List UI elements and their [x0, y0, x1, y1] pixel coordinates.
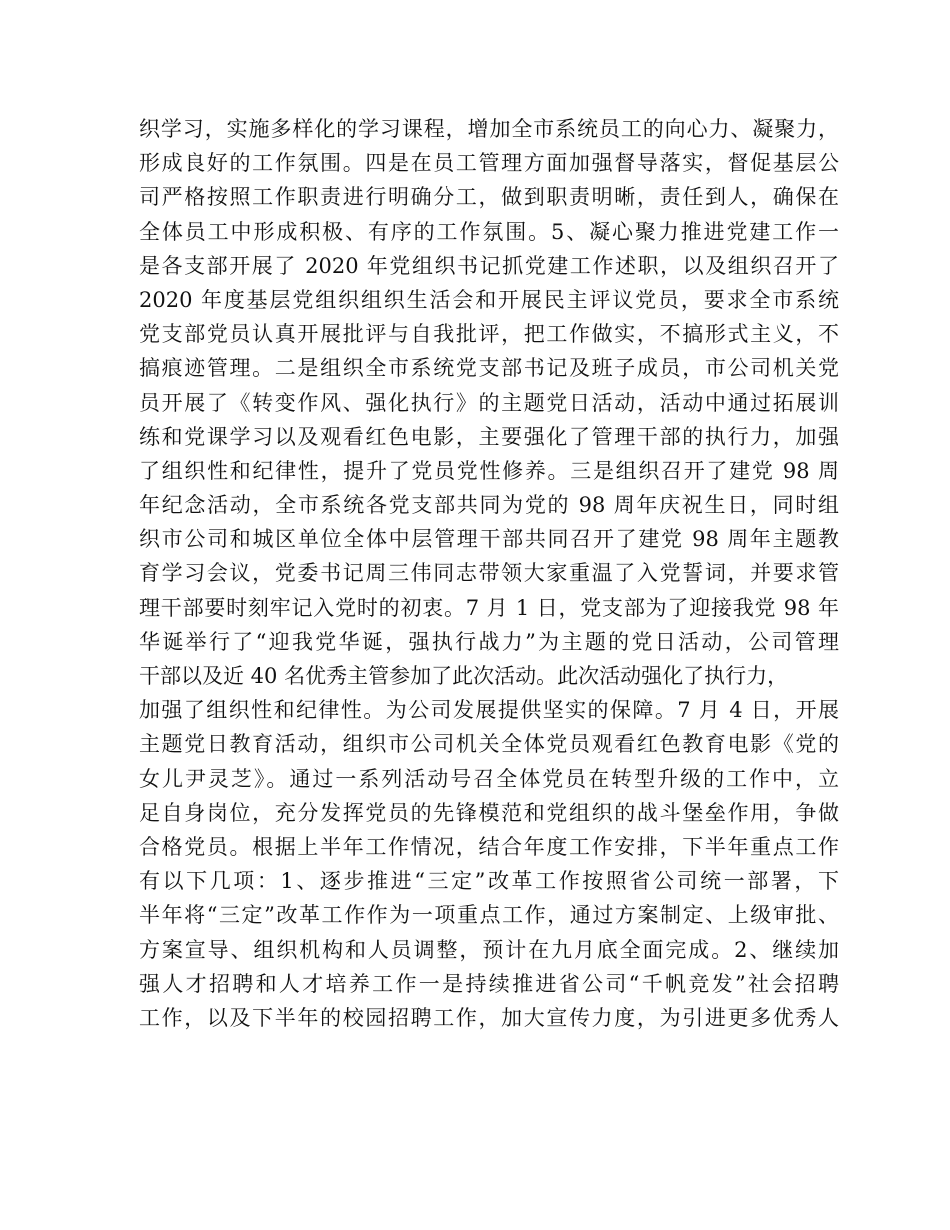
text-line: 强人才招聘和人才培养工作一是持续推进省公司“千帆竞发”社会招聘	[139, 971, 839, 996]
text-line: 半年将“三定”改革工作作为一项重点工作，通过方案制定、上级审批、	[139, 903, 839, 928]
text-line: 织学习，实施多样化的学习课程，增加全市系统员工的向心力、凝聚力，	[139, 117, 839, 141]
text-line: 方案宣导、组织机构和人员调整，预计在九月底全面完成。2、继续加	[139, 937, 839, 962]
text-line: 干部以及近 40 名优秀主管参加了此次活动。此次活动强化了执行力，	[139, 664, 789, 688]
text-line: 形成良好的工作氛围。四是在员工管理方面加强督导落实，督促基层公	[139, 151, 839, 176]
text-line: 主题党日教育活动，组织市公司机关全体党员观看红色教育电影《党的	[139, 732, 839, 757]
text-line: 工作，以及下半年的校园招聘工作，加大宣传力度，为引进更多优秀人	[139, 1005, 839, 1030]
text-line: 育学习会议，党委书记周三伟同志带领大家重温了入党誓词，并要求管	[139, 561, 839, 586]
text-line: 了组织性和纪律性，提升了党员党性修养。三是组织召开了建党 98 周	[139, 458, 839, 483]
text-line: 理干部要时刻牢记入党时的初衷。7 月 1 日，党支部为了迎接我党 98 年	[139, 595, 839, 620]
text-line: 女儿尹灵芝》。通过一系列活动号召全体党员在转型升级的工作中，立	[139, 766, 839, 791]
text-line: 华诞举行了“迎我党华诞，强执行战力”为主题的党日活动，公司管理	[139, 629, 839, 654]
text-line: 司严格按照工作职责进行明确分工，做到职责明晰，责任到人，确保在	[139, 185, 839, 210]
text-line: 练和党课学习以及观看红色电影，主要强化了管理干部的执行力，加强	[139, 424, 839, 449]
body-text	[139, 112, 839, 1035]
text-line: 织市公司和城区单位全体中层管理干部共同召开了建党 98 周年主题教	[139, 527, 839, 552]
text-line: 2020 年度基层党组织组织生活会和开展民主评议党员，要求全市系统	[139, 287, 839, 312]
text-line: 有以下几项：1、逐步推进“三定”改革工作按照省公司统一部署，下	[139, 869, 839, 894]
text-line: 是各支部开展了 2020 年党组织书记抓党建工作述职，以及组织召开了	[139, 253, 839, 278]
text-line: 员开展了《转变作风、强化执行》的主题党日活动，活动中通过拓展训	[139, 390, 839, 415]
text-line: 加强了组织性和纪律性。为公司发展提供坚实的保障。7 月 4 日，开展	[139, 698, 839, 723]
text-line: 全体员工中形成积极、有序的工作氛围。5、凝心聚力推进党建工作一	[139, 219, 839, 244]
text-line: 足自身岗位，充分发挥党员的先锋模范和党组织的战斗堡垒作用，争做	[139, 800, 839, 825]
text-line: 党支部党员认真开展批评与自我批评，把工作做实，不搞形式主义，不	[139, 322, 839, 347]
text-line: 搞痕迹管理。二是组织全市系统党支部书记及班子成员，市公司机关党	[139, 356, 839, 381]
text-line: 合格党员。根据上半年工作情况，结合年度工作安排，下半年重点工作	[139, 834, 839, 859]
text-line: 年纪念活动，全市系统各党支部共同为党的 98 周年庆祝生日，同时组	[139, 493, 839, 518]
